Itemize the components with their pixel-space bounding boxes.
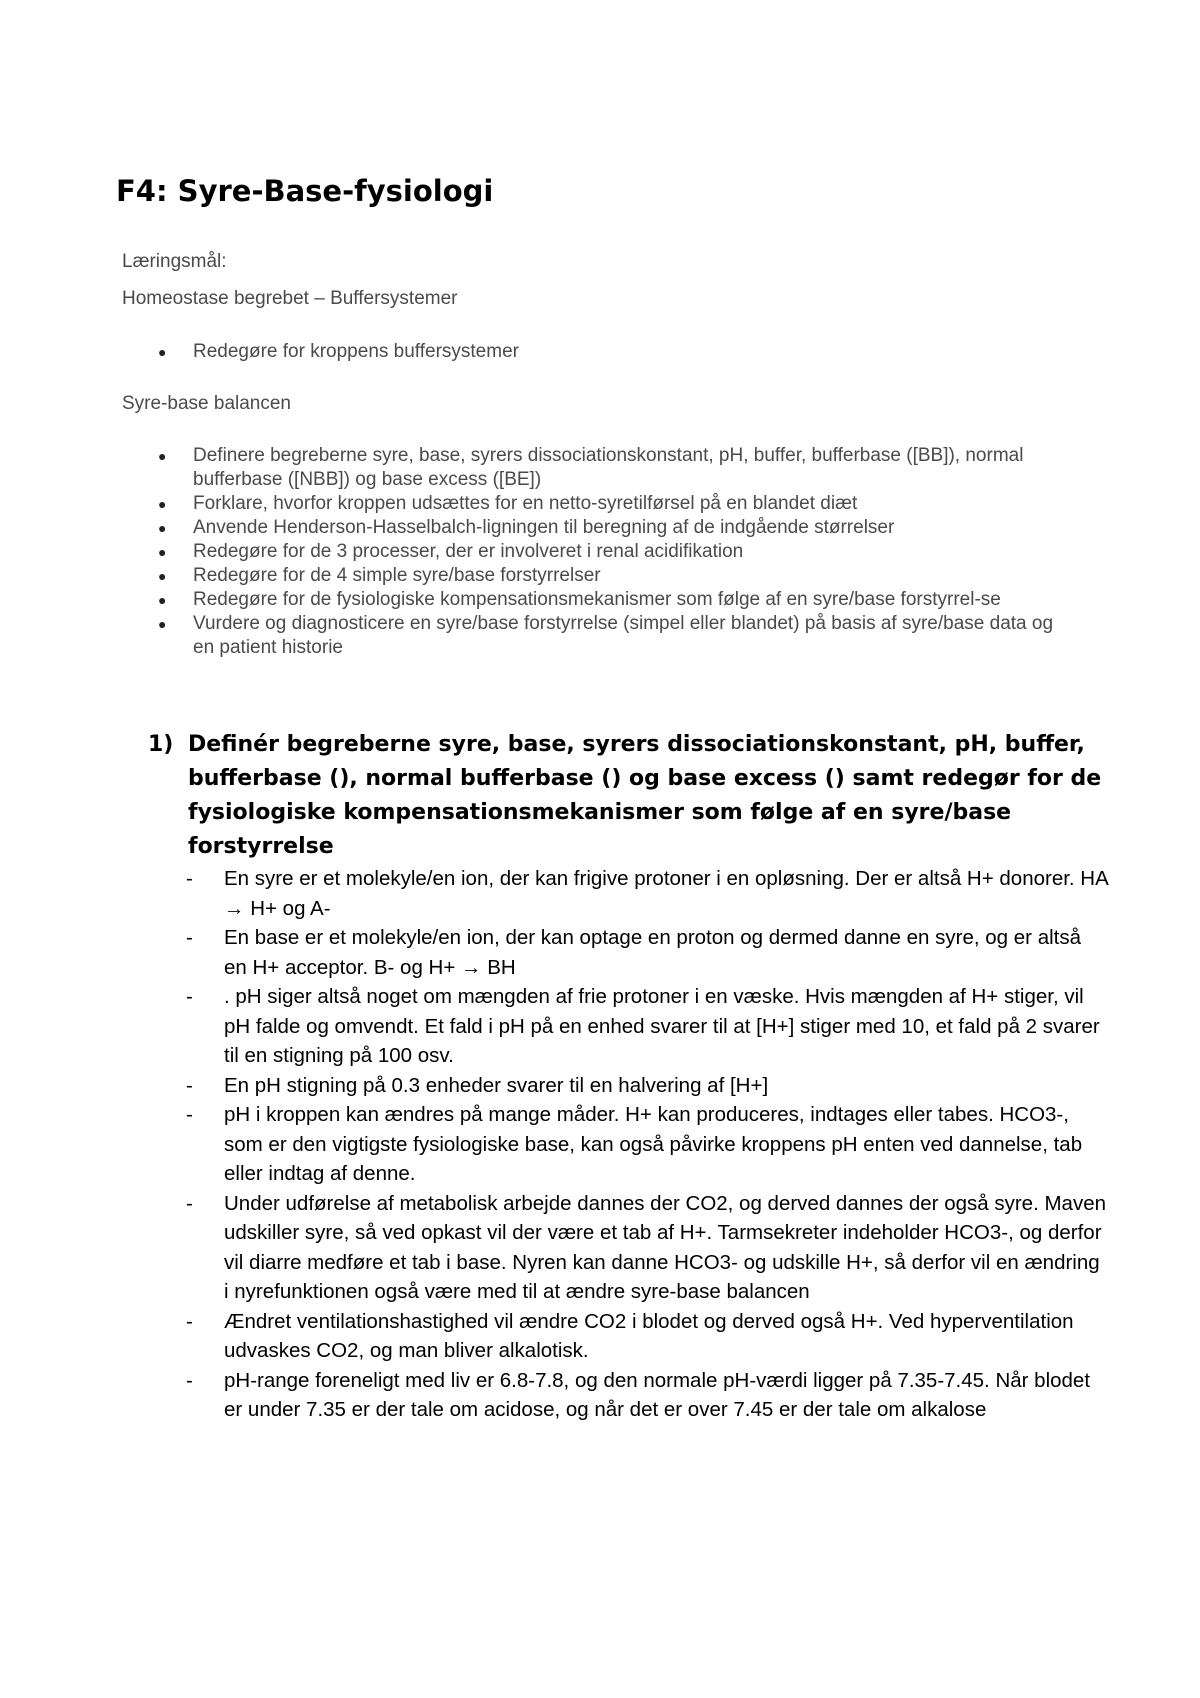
bullet-icon: ● [158, 496, 167, 512]
list-item [148, 982, 1108, 1071]
goal-text: Vurdere og diagnosticere en syre/base forstyrrelse (simpel eller blandet) på basis af syre/base data og en patient historie [193, 613, 1054, 658]
question-1-heading [148, 728, 1108, 864]
goal-list-acid-base [156, 444, 1076, 660]
goal-text: Redegøre for kroppens buffersystemer [193, 341, 519, 362]
goal-text: Definere begreberne syre, base, syrers dissociationskonstant, pH, buffer, bufferbase ([BB]), normal bufferbase ([NBB]) og base excess ([BE]) [193, 445, 1024, 490]
list-item [148, 1071, 1108, 1101]
answer-text: En base er et molekyle/en ion, der kan optage en proton og dermed danne en syre, og er altså en H+ acceptor. B- og H+ [224, 926, 1081, 979]
list-item [148, 923, 1108, 982]
goal-text: Anvende Henderson-Hasselbalch-ligningen til beregning af de indgående størrelser [193, 517, 895, 538]
list-item [156, 516, 1076, 540]
dash-marker: - [186, 926, 193, 949]
dash-marker: - [186, 1073, 193, 1097]
list-item [148, 1366, 1108, 1425]
bullet-icon: ● [158, 448, 167, 464]
answer-text: H+ og A- [244, 896, 331, 920]
answer-text: . pH siger altså noget om mængden af frie protoner i en væske. Hvis mængden af H+ stiger, vil pH falde og omvendt. Et fald i pH på en enhed svarer til at [H+] stiger med 10, et fald på 2 svarer til en stigning på 100 osv. [224, 985, 1100, 1067]
list-item [156, 492, 1076, 516]
bullet-icon: ● [158, 544, 167, 560]
goal-text: Redegøre for de 3 processer, der er involveret i renal acidifikation [193, 541, 744, 562]
bullet-icon: ● [158, 344, 167, 360]
list-item [156, 444, 1076, 492]
answer-text: BH [481, 955, 516, 979]
list-item [156, 588, 1076, 612]
list-item [156, 340, 1076, 364]
goal-list-buffers [156, 340, 1076, 364]
bullet-icon: ● [158, 568, 167, 584]
question-number: 1) [148, 732, 174, 757]
dash-marker: - [186, 1103, 193, 1126]
list-item [148, 1100, 1108, 1189]
goal-text: Redegøre for de fysiologiske kompensationsmekanismer som følge af en syre/base forstyrrel-se [193, 589, 1001, 610]
answer-text: pH i kroppen kan ændres på mange måder. H+ kan produceres, indtages eller tabes. HCO3-, som er den vigtigste fysiologiske base, kan også påvirke kroppens pH enten ved dannelse, tab eller indtag af denne. [224, 1103, 1083, 1185]
answer-text: Ændret ventilationshastighed vil ændre CO2 i blodet og derved også H+. Ved hyperventilation udvaskes CO2, og man bliver alkalotisk. [224, 1309, 1074, 1362]
dash-marker: - [186, 1191, 193, 1215]
answer-text: Under udførelse af metabolisk arbejde dannes der CO2, og derved dannes der også syre. Maven udskiller syre, så ved opkast vil der være et tab af H+. Tarmsekreter indeholder HCO3-, og derfor vil diarre medføre et tab i base. Nyren kan danne HCO3- og udskille H+, så derfor vil en ændring i nyrefunktionen også være med til at ændre syre-base balancen [224, 1191, 1107, 1303]
dash-marker: - [186, 985, 193, 1008]
right-arrow-icon: → [461, 955, 482, 979]
list-item [156, 540, 1076, 564]
answer-list [148, 864, 1108, 1425]
document-title: F4: Syre-Base-fysiologi [116, 174, 494, 208]
dash-marker: - [186, 1368, 193, 1392]
right-arrow-icon: → [224, 896, 245, 920]
list-item [156, 612, 1076, 660]
goal-text: Redegøre for de 4 simple syre/base forstyrrelser [193, 565, 601, 586]
section-heading-acid-base: Syre-base balancen [122, 393, 291, 414]
question-text: Definér begreberne syre, base, syrers dissociationskonstant, pH, buffer, bufferbase (), normal bufferbase () og base excess () samt redegør for de fysiologiske kompensationsmekanismer som følge af en syre/base forstyrrelse [188, 732, 1102, 859]
bullet-icon: ● [158, 616, 167, 632]
list-item [156, 564, 1076, 588]
learning-goals-label: Læringsmål: [122, 251, 227, 272]
list-item [148, 1189, 1108, 1307]
bullet-icon: ● [158, 592, 167, 608]
bullet-icon: ● [158, 520, 167, 536]
answer-text: En syre er et molekyle/en ion, der kan frigive protoner i en opløsning. Der er altså H+ donorer. HA [224, 867, 1108, 890]
list-item [148, 1307, 1108, 1366]
answer-text: pH-range foreneligt med liv er 6.8-7.8, og den normale pH-værdi ligger på 7.35-7.45. Når blodet er under 7.35 er der tale om acidose, og når det er over 7.45 er der tale om alkalose [224, 1368, 1091, 1421]
goal-text: Forklare, hvorfor kroppen udsættes for en netto-syretilførsel på en blandet diæt [193, 493, 858, 514]
answer-text: En pH stigning på 0.3 enheder svarer til en halvering af [H+] [224, 1073, 769, 1097]
section-heading-homeostasis: Homeostase begrebet – Buffersystemer [122, 288, 458, 309]
dash-marker: - [186, 867, 193, 890]
list-item [148, 864, 1108, 923]
dash-marker: - [186, 1309, 193, 1333]
question-1-section [148, 728, 1108, 1425]
